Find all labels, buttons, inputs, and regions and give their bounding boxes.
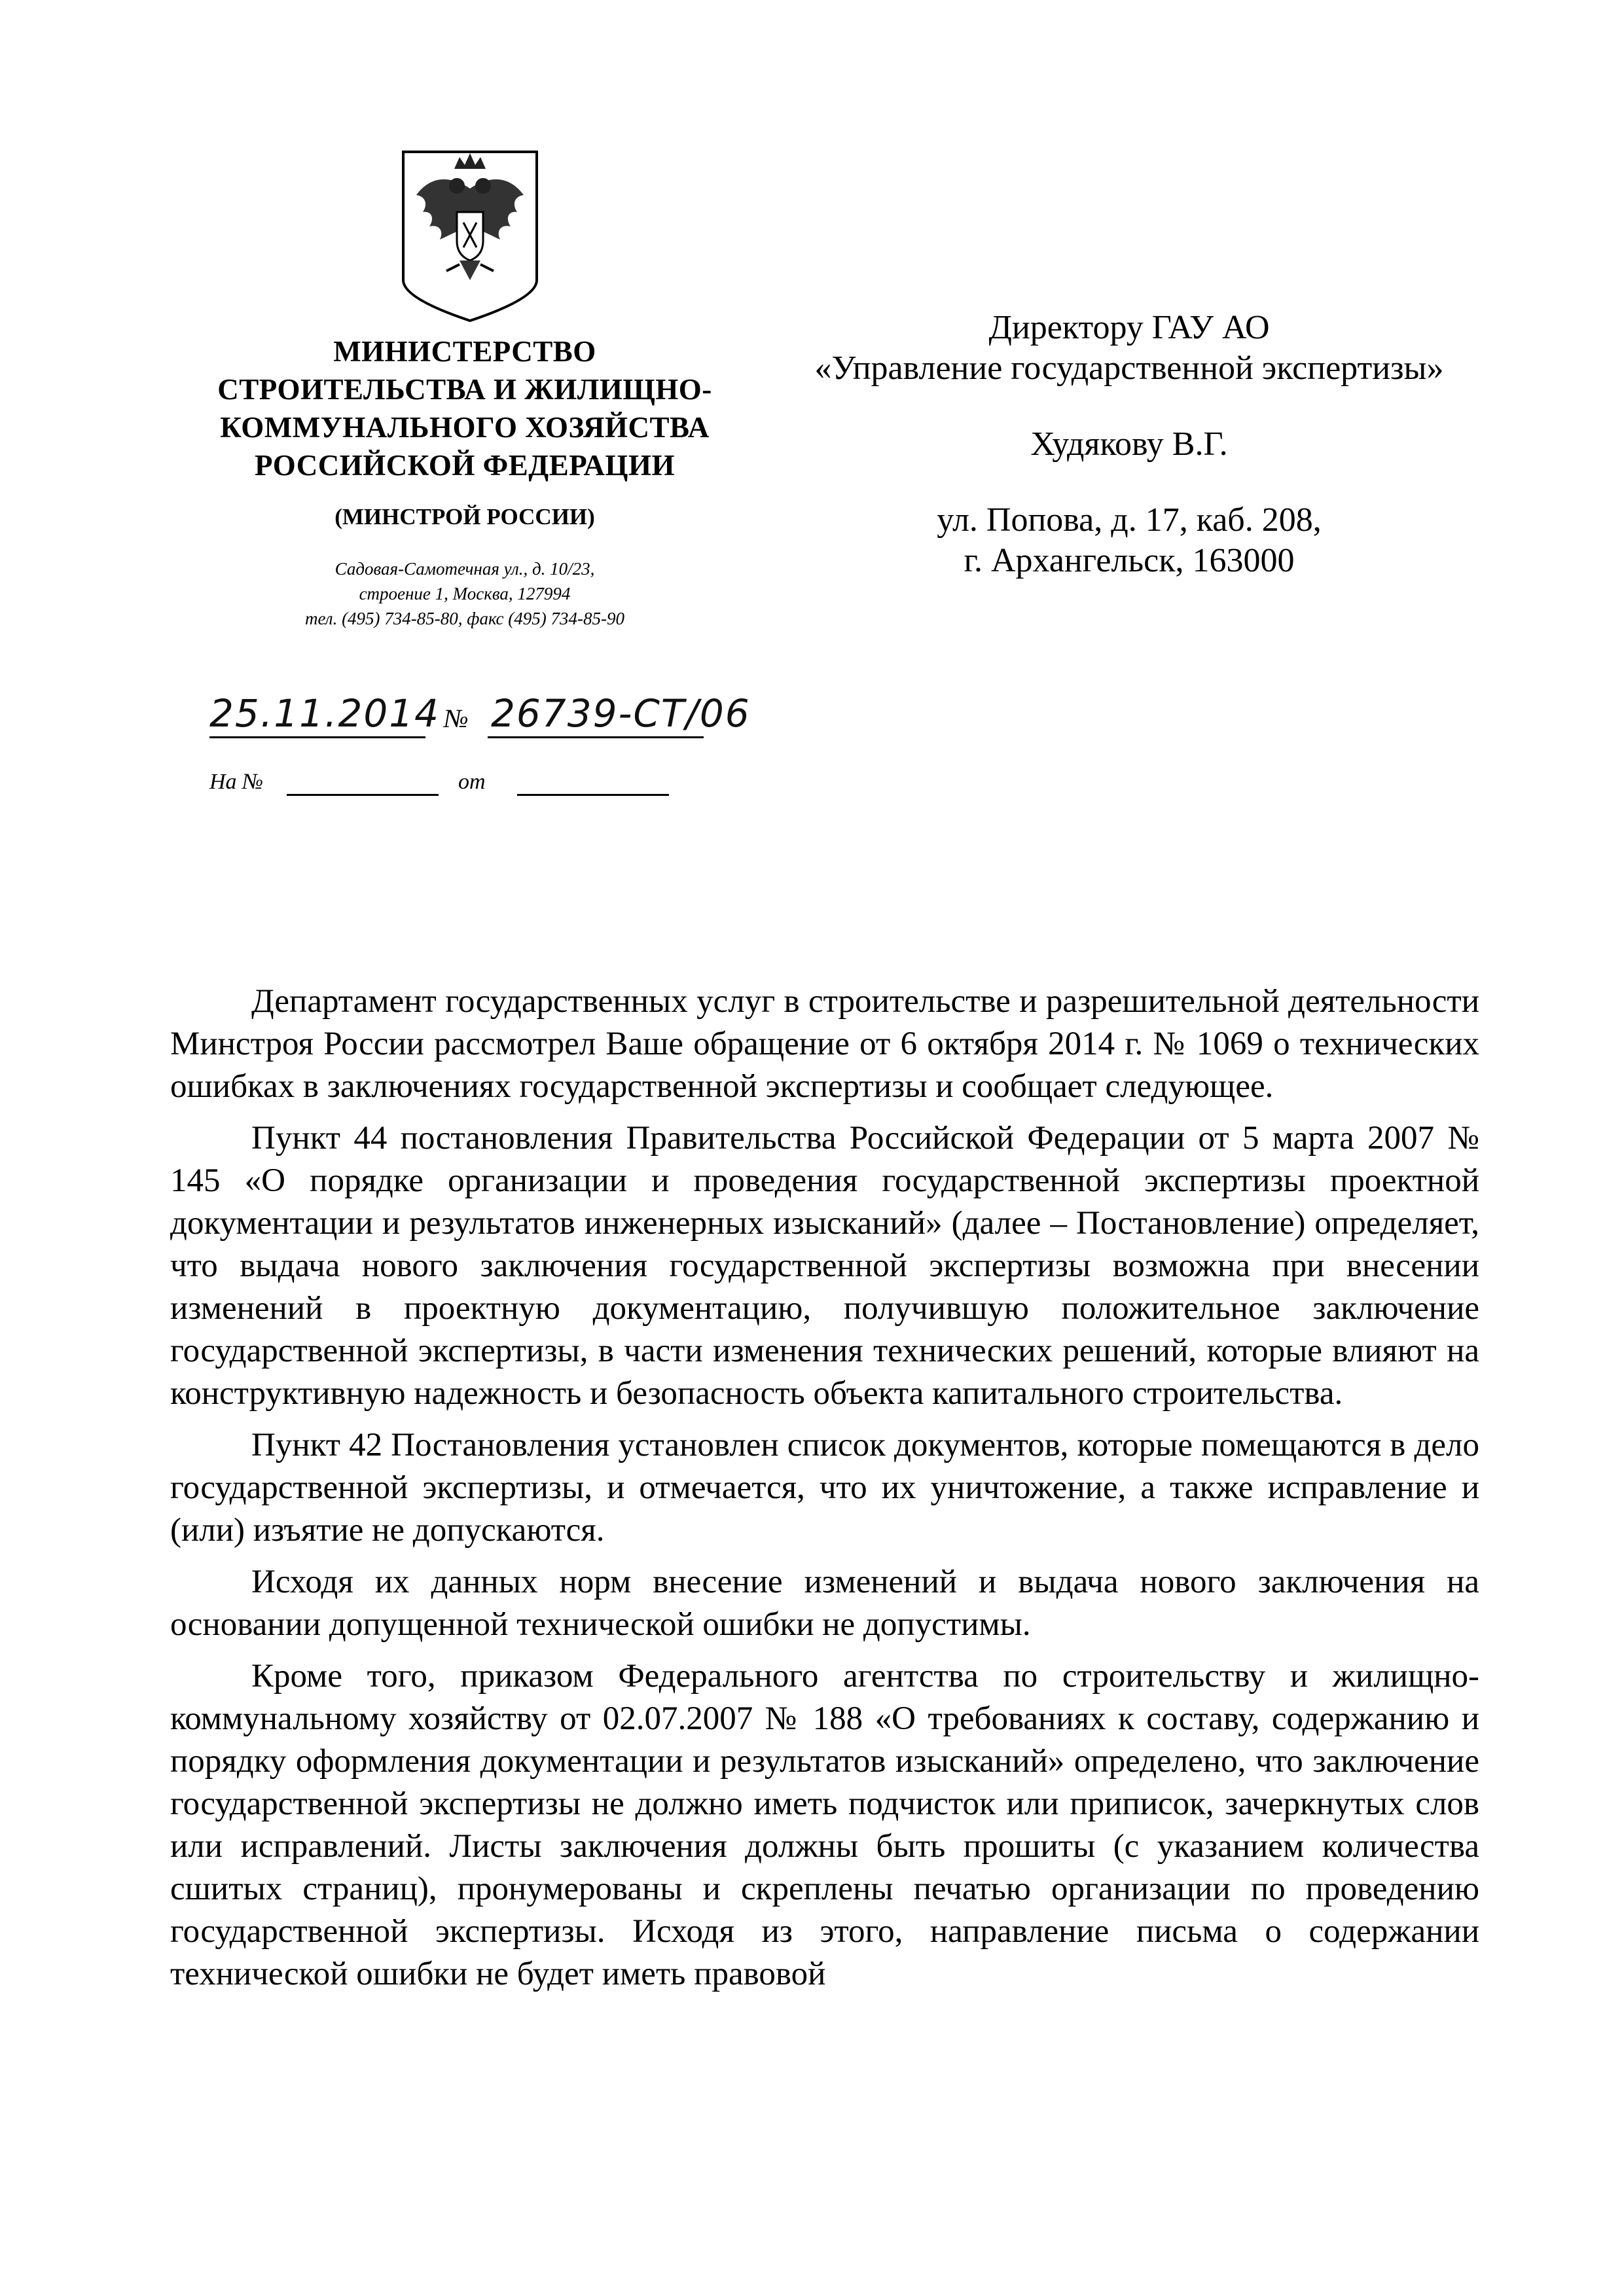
address-line: строение 1, Москва, 127994 [359, 584, 571, 603]
addressee-block [753, 308, 1506, 581]
body-paragraph: Исходя их данных норм внесение изменений и выдача нового заключения на основании допущенной технической ошибки не допустимы. [170, 1564, 1479, 1643]
registration-line [209, 687, 799, 740]
addressee-street: ул. Попова, д. 17, каб. 208, [937, 501, 1322, 539]
letter-body [170, 980, 1479, 2005]
ministry-line: РОССИЙСКОЙ ФЕДЕРАЦИИ [255, 449, 675, 482]
ministry-line: МИНИСТЕРСТВО [333, 335, 596, 368]
underline [209, 736, 425, 738]
body-paragraph: Пункт 44 постановления Правительства Российской Федерации от 5 марта 2007 № 145 «О порядке организации и проведения государственной экспертизы проектной документации и результатов инженерных изысканий» (далее – Постановление) определяет, что выдача нового заключения государственной экспертизы возможна при внесении изменений в проектную документацию, получившую положительное заключение государственной экспертизы, в части изменения технических решений, которые влияют на конструктивную надежность и безопасность объекта капитального строительства. [170, 1120, 1479, 1412]
ministry-address [196, 556, 733, 631]
reference-line [209, 766, 707, 798]
addressee-position: Директору ГАУ АО [988, 309, 1270, 346]
address-line: Садовая-Самотечная ул., д. 10/23, [334, 559, 595, 579]
blank-field [287, 794, 439, 796]
address-line: тел. (495) 734-85-80, факс (495) 734-85-90 [304, 609, 625, 628]
body-paragraph: Департамент государственных услуг в строительстве и разрешительной деятельности Минстроя России рассмотрел Ваше обращение от 6 октября 2014 г. № 1069 о технических ошибках в заключениях государственной экспертизы и сообщает следующее. [170, 983, 1479, 1105]
ministry-header [196, 332, 733, 631]
reference-date-label: от [458, 770, 486, 794]
body-paragraph: Кроме того, приказом Федерального агентства по строительству и жилищно-коммунальному хозяйству от 02.07.2007 № 188 «О требованиях к составу, содержанию и порядку оформления документации и результатов изысканий» определено, что заключение государственной экспертизы не должно иметь подчисток или приписок, зачеркнутых слов или исправлений. Листы заключения должны быть прошиты (с указанием количества сшитых страниц), пронумерованы и скреплены печатью организации по проведению государственной экспертизы. Исходя из этого, направление письма о содержании технической ошибки не будет иметь правовой [170, 1658, 1479, 1992]
ministry-line: СТРОИТЕЛЬСТВА И ЖИЛИЩНО- [217, 373, 712, 406]
registration-date: 25.11.2014 [209, 691, 441, 736]
ministry-line: КОММУНАЛЬНОГО ХОЗЯЙСТВА [220, 411, 710, 444]
body-paragraph: Пункт 42 Постановления установлен список документов, которые помещаются в дело государственной экспертизы, и отмечается, что их уничтожение, а также исправление и (или) изъятие не допускаются. [170, 1427, 1479, 1549]
russian-coat-of-arms-icon [391, 149, 549, 322]
ministry-short-name: (МИНСТРОЙ РОССИИ) [334, 504, 595, 529]
underline [488, 736, 704, 738]
addressee-organization: «Управление государственной экспертизы» [814, 350, 1444, 387]
addressee-name: Худякову В.Г. [1030, 425, 1228, 463]
number-sign: № [444, 704, 469, 733]
registration-number: 26739-СТ/06 [491, 691, 751, 736]
reference-number-label: На № [209, 770, 264, 794]
addressee-city: г. Архангельск, 163000 [964, 542, 1295, 579]
blank-field [517, 794, 669, 796]
